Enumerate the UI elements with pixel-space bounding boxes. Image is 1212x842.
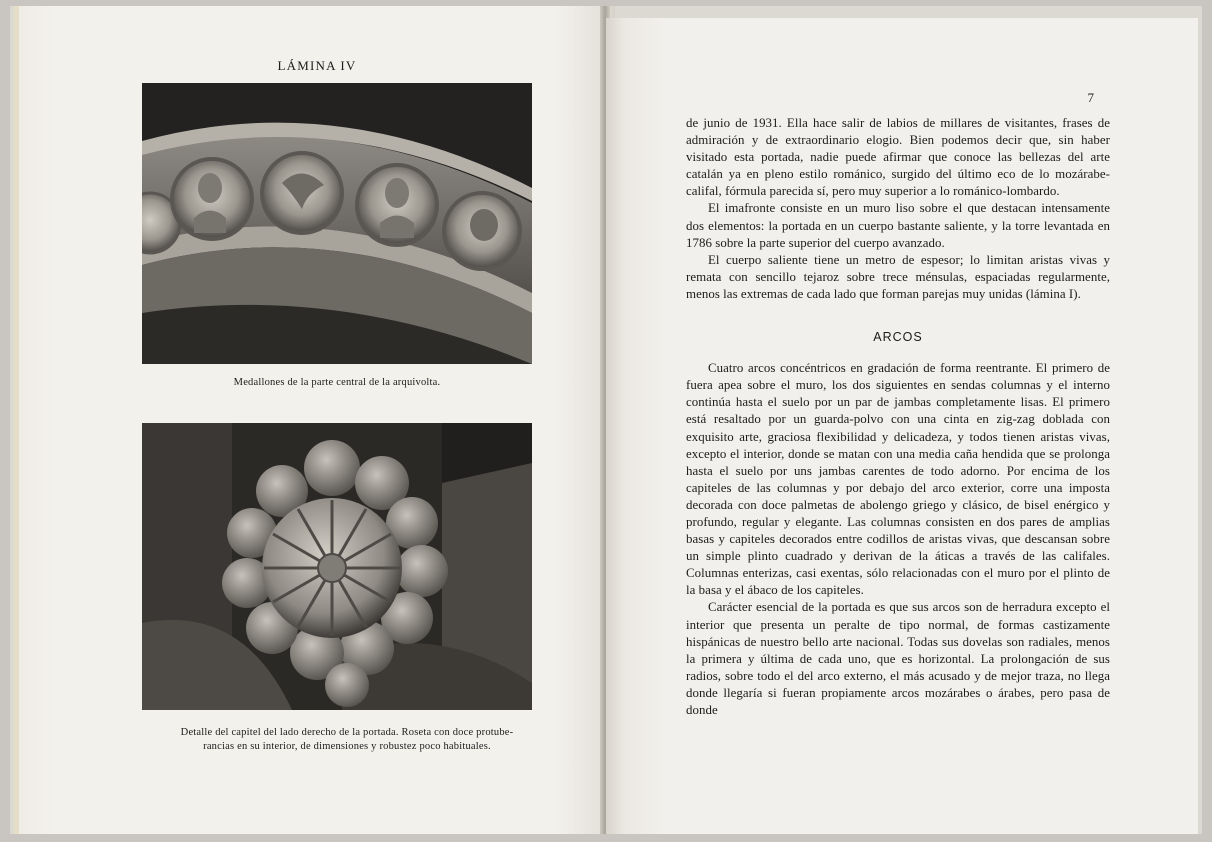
- figure-caption-1: Medallones de la parte central de la arquivolta.: [233, 377, 441, 388]
- paragraph: de junio de 1931. Ella hace salir de labios de millares de visitantes, frases de admiración y de extraordinario elogio. Bien podemos decir que, sin haber visitado esta portada, nadie puede afirmar que conoce las bellezas del arte catalán ya en pleno estilo románico, surgido del último eco de lo mozárabe-califal, fórmula parecida sí, pero muy superior a lo románico-lombardo.: [686, 116, 1110, 199]
- paragraph: Cuatro arcos concéntricos en gradación de forma reentrante. El primero de fuera apea sobre el muro, los dos siguientes en sendas columnas y el interno continúa hasta el suelo por un par de jambas completamente lisas. El primero está resaltado por un guarda-polvo con una cinta en zig-zag doblada con exquisito arte, graciosa flexibilidad y delicadeza, y todos tienen aristas vivas, excepto el interior, donde se matan con una media caña hendida que se prolonga hasta el suelo por uns jambas carentes de todo adorno. Por encima de los capiteles de las columnas y por debajo del arco exterior, corre una imposta decorada con doce palmetas de abolengo griego y clásico, de bisel enérgico y profundo, regular y elegante. Las columnas consisten en dos pares de amplias basas y capiteles decorados entre codillos de aristas vivas, que descansan sobre un simple plinto cuadrado y derivan de la áticas a través de las califales. Columnas enterizas, casi exentas, sólo relacionadas con el muro por el plinto de la basa y el ábaco de los capiteles.: [686, 361, 1110, 598]
- figure-caption-2-line1: Detalle del capitel del lado derecho de la portada. Roseta con doce protube-: [180, 727, 514, 738]
- section-heading: ARCOS: [873, 330, 923, 345]
- figure-caption-2-line2: rancias en su interior, de dimensiones y robustez poco habituales.: [203, 741, 491, 752]
- paragraph: El imafronte consiste en un muro liso sobre el que destacan intensamente dos elementos: la portada en un cuerpo bastante saliente, y la torre levantada en 1786 sobre la parte superior del cuerpo avanzado.: [686, 201, 1110, 250]
- body-text: [686, 115, 1110, 719]
- figure-caption-2: [142, 726, 552, 754]
- rosette-capital-image: [142, 423, 532, 710]
- open-book: [10, 6, 1202, 834]
- page-number: 7: [1087, 90, 1094, 105]
- paragraph: El cuerpo saliente tiene un metro de espesor; lo limitan aristas vivas y remata con sencillo tejaroz sobre trece ménsulas, espaciadas regularmente, menos las extremas de cada lado que forman parejas muy unidas (lámina I).: [686, 252, 1110, 301]
- right-page: [606, 18, 1198, 834]
- left-page: [14, 6, 615, 834]
- arch-medallions-image: [142, 83, 532, 364]
- rosette-capital-photo: [142, 423, 532, 710]
- plate-title: LÁMINA IV: [277, 58, 357, 73]
- paragraph: Carácter esencial de la portada es que sus arcos son de herradura excepto el interior que presenta un peralte de tipo normal, de formas castizamente hispánicas de nuestro bello arte nacional. Todas sus dovelas son radiales, menos la primera y última de cada uno, que es horizontal. La prolongación de sus radios, sobre todo el del arco externo, el más acusado y de mejor traza, no llega donde llegaría si fueran propiamente arcos mozárabes o árabes, pero pasa de donde: [686, 600, 1110, 717]
- arch-medallions-photo: [142, 83, 532, 364]
